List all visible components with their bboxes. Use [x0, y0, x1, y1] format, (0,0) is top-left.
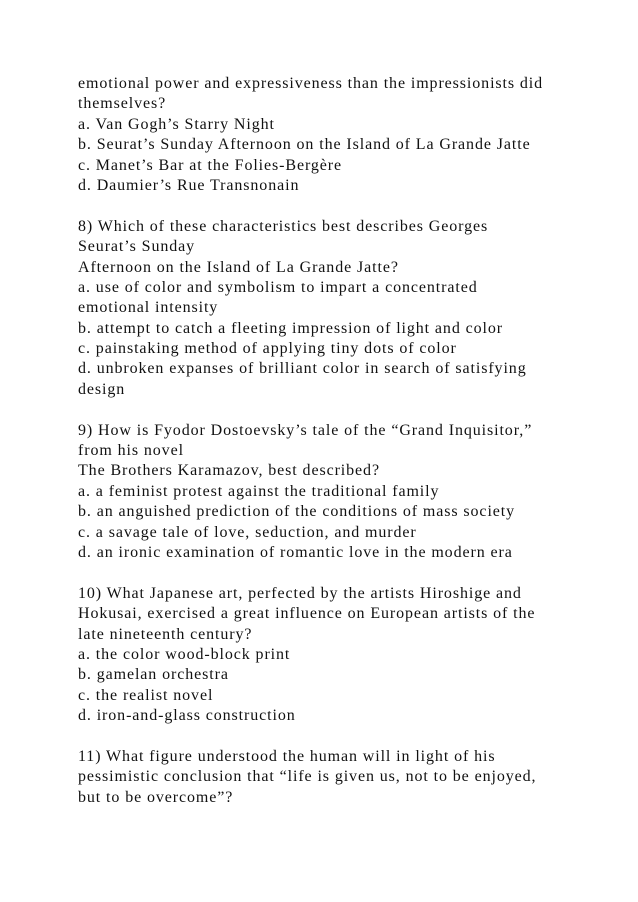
answer-option: a. use of color and symbolism to impart a concentrated	[78, 278, 478, 296]
answer-option: b. gamelan orchestra	[78, 666, 229, 684]
question-text: Hokusai, exercised a great influence on European artists of the	[78, 605, 536, 623]
answer-option: b. Seurat’s Sunday Afternoon on the Island of La Grande Jatte	[78, 136, 531, 154]
question-text: pessimistic conclusion that “life is given us, not to be enjoyed,	[78, 768, 537, 786]
document-text	[78, 74, 598, 808]
answer-option: d. Daumier’s Rue Transnonain	[78, 176, 300, 194]
answer-option: c. painstaking method of applying tiny dots of color	[78, 340, 457, 358]
blank-line	[78, 563, 598, 583]
question-text: but to be overcome”?	[78, 788, 234, 806]
question-text: The Brothers Karamazov, best described?	[78, 462, 380, 480]
text-line: themselves?	[78, 95, 167, 113]
question-text: 10) What Japanese art, perfected by the artists Hiroshige and	[78, 584, 522, 602]
answer-option: b. attempt to catch a fleeting impression of light and color	[78, 319, 504, 337]
question-text: Seurat’s Sunday	[78, 238, 196, 256]
answer-option: b. an anguished prediction of the conditions of mass society	[78, 503, 516, 521]
answer-option: c. the realist novel	[78, 686, 214, 704]
question-text: 11) What figure understood the human will in light of his	[78, 747, 496, 765]
answer-option: a. Van Gogh’s Starry Night	[78, 115, 275, 133]
blank-line	[78, 196, 598, 216]
answer-option: a. the color wood-block print	[78, 645, 291, 663]
answer-option: d. an ironic examination of romantic love in the modern era	[78, 543, 513, 561]
answer-option: emotional intensity	[78, 299, 219, 317]
answer-option: a. a feminist protest against the traditional family	[78, 482, 440, 500]
text-line: emotional power and expressiveness than the impressionists did	[78, 75, 544, 92]
answer-option: c. a savage tale of love, seduction, and murder	[78, 523, 417, 541]
question-text: Afternoon on the Island of La Grande Jatte?	[78, 258, 399, 276]
answer-option: d. iron-and-glass construction	[78, 707, 296, 725]
blank-line	[78, 400, 598, 420]
answer-option: c. Manet’s Bar at the Folies-Bergère	[78, 156, 343, 174]
answer-option: design	[78, 380, 126, 398]
question-text: 9) How is Fyodor Dostoevsky’s tale of the “Grand Inquisitor,”	[78, 421, 533, 439]
answer-option: d. unbroken expanses of brilliant color in search of satisfying	[78, 360, 527, 378]
question-text: late nineteenth century?	[78, 625, 253, 643]
question-text: 8) Which of these characteristics best describes Georges	[78, 217, 489, 235]
blank-line	[78, 727, 598, 747]
question-text: from his novel	[78, 442, 184, 460]
